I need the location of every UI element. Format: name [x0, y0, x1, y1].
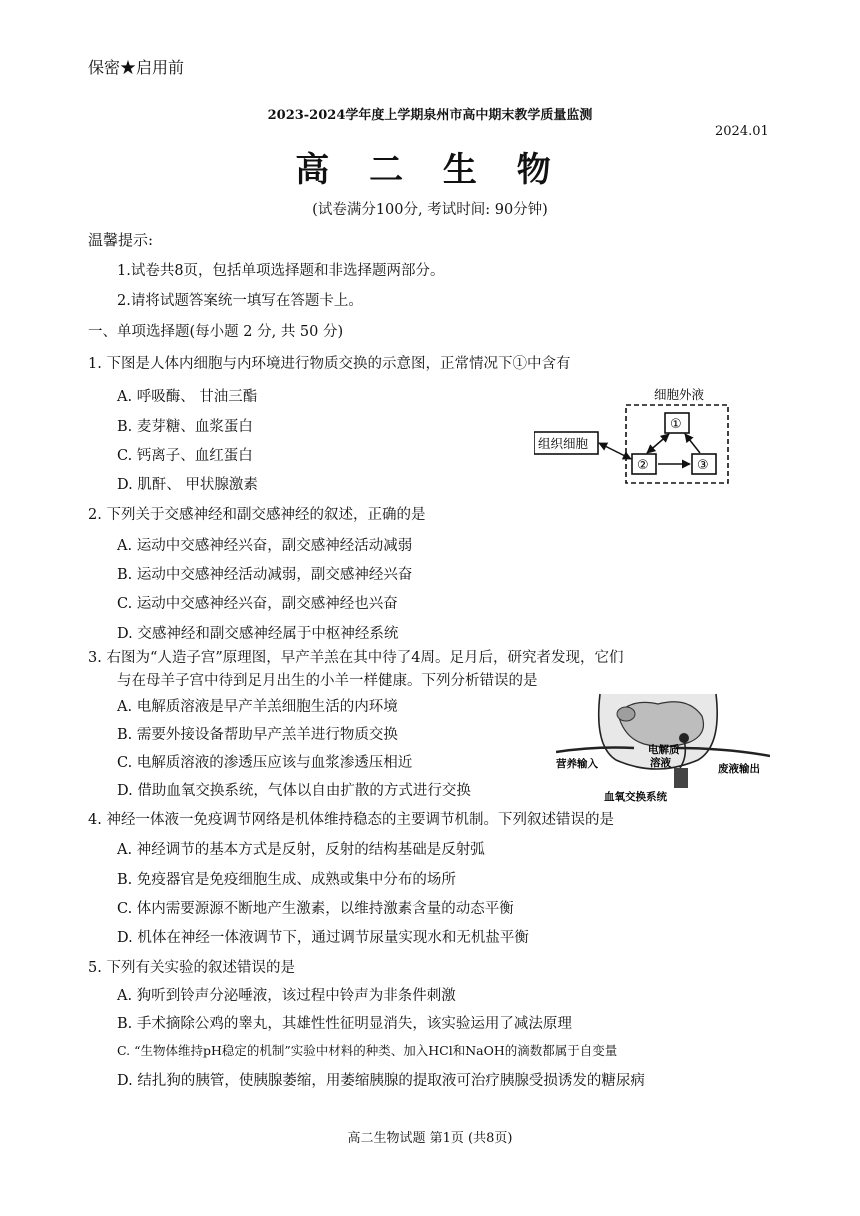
- question-option: D. 机体在神经一体液调节下，通过调节尿量实现水和无机盐平衡: [117, 930, 529, 946]
- question-stem: 3. 右图为“人造子宫”原理图，早产羊羔在其中待了4周。足月后，研究者发现，它们: [88, 650, 624, 666]
- question-option: B. 运动中交感神经活动减弱，副交感神经兴奋: [117, 567, 413, 583]
- figure-artificial-womb: [556, 686, 770, 804]
- question-option: A. 运动中交感神经兴奋，副交感神经活动减弱: [117, 538, 413, 554]
- label-electrolyte-2: 溶液: [650, 757, 671, 769]
- womb-svg: [556, 686, 770, 804]
- umbilical-joint: [679, 733, 689, 743]
- question-option: C. 电解质溶液的渗透压应该与血浆渗透压相近: [117, 755, 413, 771]
- question-option: C. “生物体维持pH稳定的机制”实验中材料的种类、加入HCl和NaOH的滴数都属于自变量: [117, 1043, 618, 1058]
- outer-label: 细胞外液: [654, 387, 705, 402]
- question-option: A. 呼吸酶、 甘油三酯: [117, 389, 258, 405]
- section-title: 一、单项选择题(每小题 2 分, 共 50 分): [88, 324, 344, 340]
- question-stem: 2. 下列关于交感神经和副交感神经的叙述，正确的是: [88, 507, 426, 523]
- oxygenator: [674, 768, 688, 788]
- question-option: D. 交感神经和副交感神经属于中枢神经系统: [117, 626, 399, 642]
- confidential-label: 保密★启用前: [88, 58, 185, 77]
- page-footer: 高二生物试题 第1页 (共8页): [347, 1131, 513, 1146]
- question-stem: 5. 下列有关实验的叙述错误的是: [88, 960, 295, 976]
- question-option: C. 钙离子、血红蛋白: [117, 448, 253, 464]
- question-stem-continued: 与在母羊子宫中待到足月出生的小羊一样健康。下列分析错误的是: [117, 673, 538, 689]
- tips-title: 温馨提示:: [88, 231, 154, 249]
- question-option: A. 电解质溶液是早产羊羔细胞生活的内环境: [117, 699, 398, 715]
- label-oxygen: 血氧交换系统: [604, 791, 667, 803]
- question-option: A. 神经调节的基本方式是反射，反射的结构基础是反射弧: [117, 842, 485, 858]
- figure-body-fluid-diagram: [534, 384, 734, 488]
- arrow-2-1: [647, 434, 669, 453]
- question-option: B. 需要外接设备帮助早产羔羊进行物质交换: [117, 727, 398, 743]
- label-nutrient: 营养输入: [556, 758, 598, 770]
- cell-label: 组织细胞: [538, 436, 589, 451]
- question-option: B. 免疫器官是免疫细胞生成、成熟或集中分布的场所: [117, 872, 456, 888]
- question-stem: 1. 下图是人体内细胞与内环境进行物质交换的示意图，正常情况下①中含有: [88, 356, 571, 372]
- question-option: B. 手术摘除公鸡的睾丸，其雄性性征明显消失，该实验运用了减法原理: [117, 1016, 572, 1032]
- exam-date: 2024.01: [715, 124, 769, 139]
- question-option: B. 麦芽糖、血浆蛋白: [117, 419, 253, 435]
- label-waste: 废液输出: [718, 763, 760, 775]
- arrow-3-1: [685, 434, 700, 453]
- tip-item: 1.试卷共8页，包括单项选择题和非选择题两部分。: [117, 263, 445, 279]
- exam-name: 2023-2024学年度上学期泉州市高中期末教学质量监测: [267, 108, 593, 123]
- question-option: A. 狗听到铃声分泌唾液，该过程中铃声为非条件刺激: [117, 988, 456, 1004]
- question-option: C. 体内需要源源不断地产生激素，以维持激素含量的动态平衡: [117, 901, 514, 917]
- box3-label: ③: [697, 458, 709, 473]
- page-title: 高 二 生 物: [295, 150, 565, 190]
- question-stem: 4. 神经一体液一免疫调节网络是机体维持稳态的主要调节机制。下列叙述错误的是: [88, 812, 614, 828]
- exam-info: (试卷满分100分, 考试时间: 90分钟): [312, 202, 548, 218]
- box2-label: ②: [637, 458, 649, 473]
- question-option: D. 肌酐、 甲状腺激素: [117, 477, 258, 493]
- question-option: D. 借助血氧交换系统，气体以自由扩散的方式进行交换: [117, 783, 471, 799]
- tip-item: 2.请将试题答案统一填写在答题卡上。: [117, 293, 363, 309]
- question-option: D. 结扎狗的胰管，使胰腺萎缩，用萎缩胰腺的提取液可治疗胰腺受损诱发的糖尿病: [117, 1073, 645, 1089]
- diagram-svg: [534, 384, 734, 488]
- label-electrolyte: 电解质: [648, 744, 680, 756]
- lamb-head: [617, 707, 635, 721]
- box1-label: ①: [670, 417, 682, 432]
- question-option: C. 运动中交感神经兴奋，副交感神经也兴奋: [117, 596, 398, 612]
